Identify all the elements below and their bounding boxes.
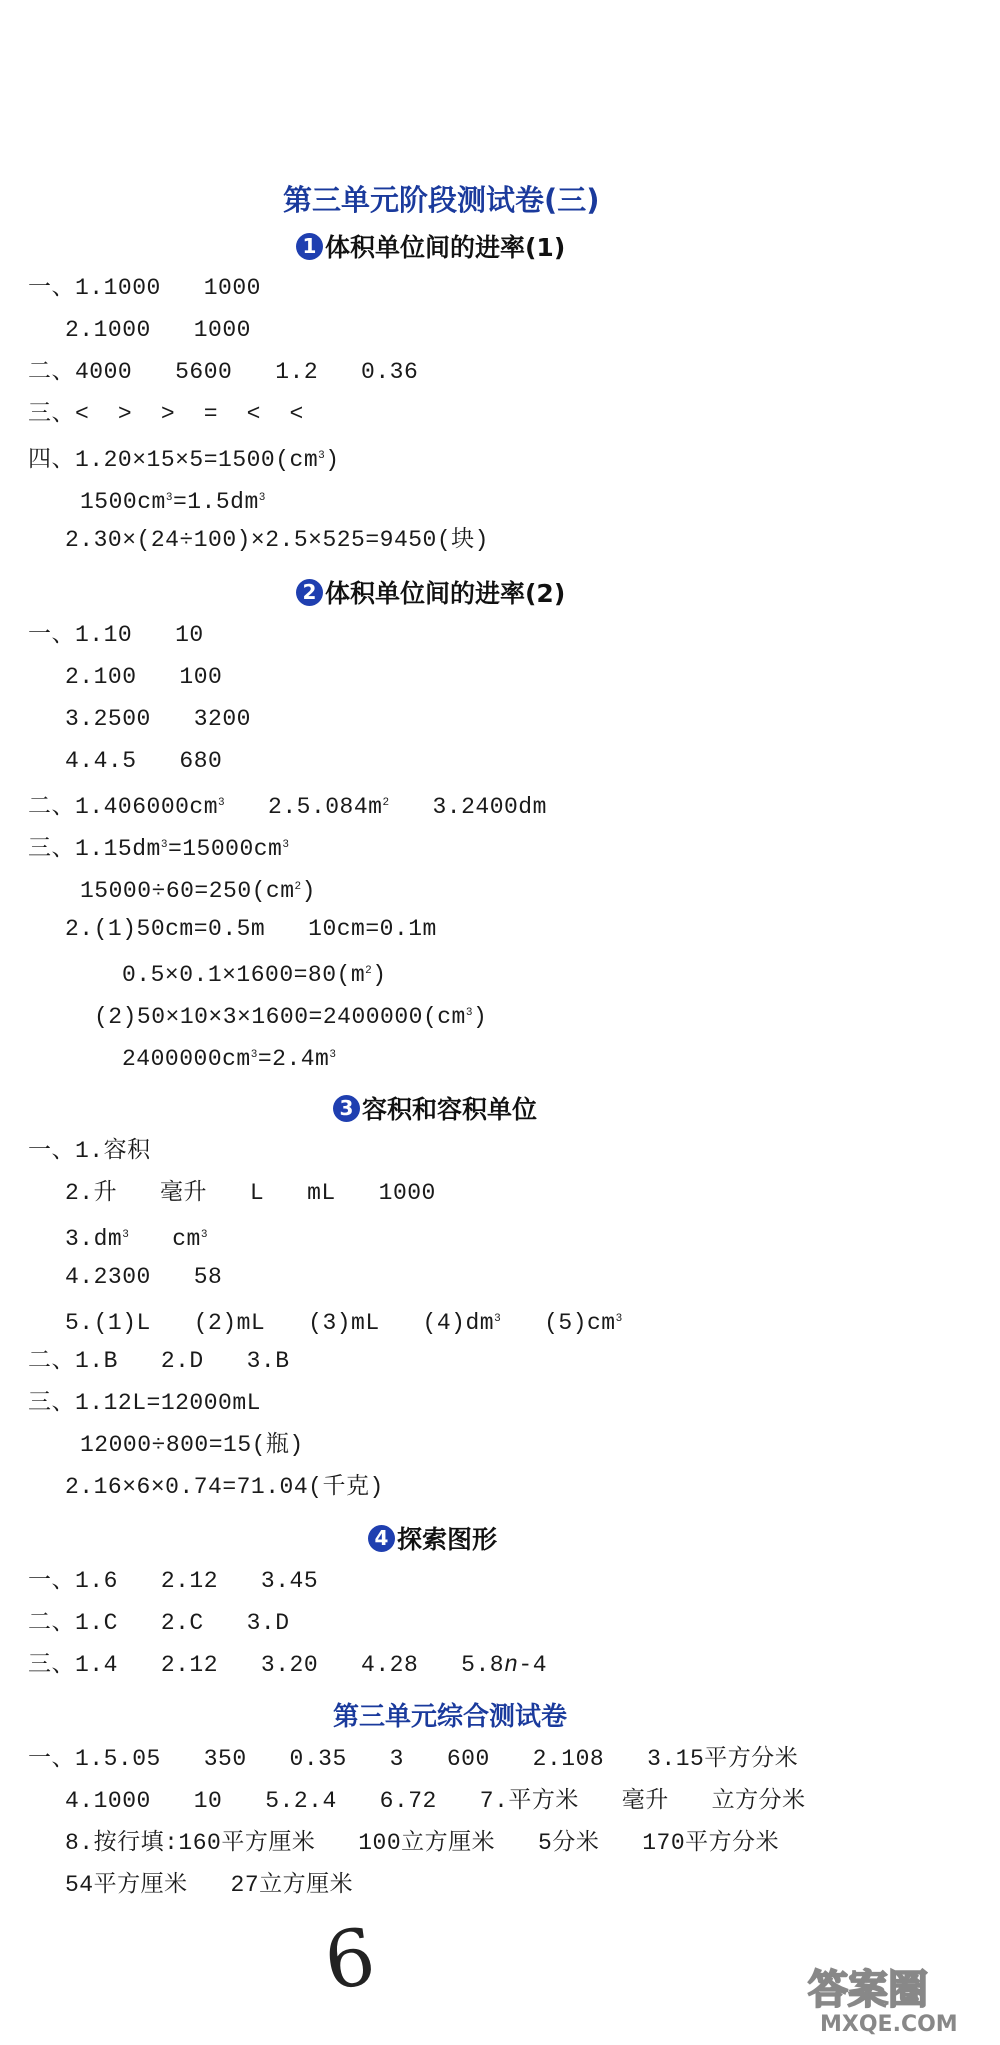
answer-line: 一、1.5.05 350 0.35 3 600 2.108 3.15平方分米 (28, 1746, 799, 1772)
answer-line: 4.4.5 680 (65, 748, 223, 774)
answer-line: 2.升 毫升 L mL 1000 (65, 1180, 436, 1206)
section-number-badge: 1 (296, 233, 323, 260)
answer-line: $2400000cm^3=2.4m^3$ (122, 1046, 337, 1072)
answer-line: 二、1.B 2.D 3.B (28, 1348, 290, 1374)
answer-line: 一、1.容积 (28, 1138, 151, 1164)
answer-line: $3.dm^3$ $cm^3$ (65, 1226, 208, 1252)
handwritten-page-number: 6 (318, 1911, 381, 2009)
answer-line: 二、4000 5600 1.2 0.36 (28, 359, 419, 385)
answer-line: 2.(1)50cm=0.5m 10cm=0.1m (65, 916, 437, 942)
section-3-heading (333, 1090, 537, 1126)
answer-line: 3.2500 3200 (65, 706, 251, 732)
watermark-logo (800, 1959, 990, 2037)
section-number-badge: 4 (368, 1525, 395, 1552)
section-number-badge: 2 (296, 579, 323, 606)
answer-line: 三、< > > = < < (28, 401, 304, 427)
svg-text:答案圈: 答案圈 (808, 1967, 928, 2013)
section-number-badge: 3 (333, 1095, 360, 1122)
answer-line: 三、1.12L=12000mL (28, 1390, 261, 1416)
answer-line: 4.2300 58 (65, 1264, 223, 1290)
section-label: 体积单位间的进率(2) (325, 579, 566, 608)
answer-line: 2.30×(24÷100)×2.5×525=9450(块) (65, 527, 489, 553)
answer-line: 四、$1.20\times 15\times 5=1500(cm^3)$ (28, 447, 340, 473)
main-title: 第三单元阶段测试卷(三) (283, 183, 600, 217)
answer-line: 12000÷800=15(瓶) (80, 1432, 304, 1458)
answer-line: 2.100 100 (65, 664, 223, 690)
answer-line: 一、1.1000 1000 (28, 275, 261, 301)
answer-line: 三、$1.15dm^3=15000cm^3$ (28, 836, 290, 862)
section-label: 体积单位间的进率(1) (325, 233, 566, 262)
answer-line: 二、$1.406000cm^3$ $2.5.084m^2$ 3.2400dm (28, 794, 547, 820)
section-4-heading (368, 1520, 497, 1556)
answer-line: 一、1.6 2.12 3.45 (28, 1568, 319, 1594)
section-label: 容积和容积单位 (362, 1095, 538, 1124)
answer-line: 一、1.10 10 (28, 622, 204, 648)
answer-line: 5.(1)L (2)mL (3)mL $(4)dm^3$ $(5)cm^3$ (65, 1310, 623, 1336)
section-2-heading (296, 574, 565, 610)
answer-line: $0.5\times 0.1\times 1600=80(m^2)$ (122, 962, 387, 988)
answer-line: $15000\div 60=250(cm^2)$ (80, 878, 316, 904)
answer-line: 2.1000 1000 (65, 317, 251, 343)
answer-line: 54平方厘米 27立方厘米 (65, 1872, 354, 1898)
svg-text:MXQE.COM: MXQE.COM (820, 2012, 958, 2037)
answer-line: $1500cm^3=1.5dm^3$ (80, 489, 266, 515)
answer-line: 三、1.4 2.12 3.20 4.28 5.8n-4 (28, 1652, 547, 1678)
answer-line: $(2)50\times 10\times 3\times 1600=2400000(cm^3)$ (94, 1004, 488, 1030)
answer-line: 2.16×6×0.74=71.04(千克) (65, 1474, 384, 1500)
answer-line: 二、1.C 2.C 3.D (28, 1610, 290, 1636)
section-label: 探索图形 (397, 1525, 498, 1554)
section-1-heading (296, 228, 565, 264)
answer-line: 8.按行填:160平方厘米 100立方厘米 5分米 170平方分米 (65, 1830, 780, 1856)
section-title: 第三单元综合测试卷 (333, 1702, 568, 1732)
answer-line: 4.1000 10 5.2.4 6.72 7.平方米 毫升 立方分米 (65, 1788, 806, 1814)
